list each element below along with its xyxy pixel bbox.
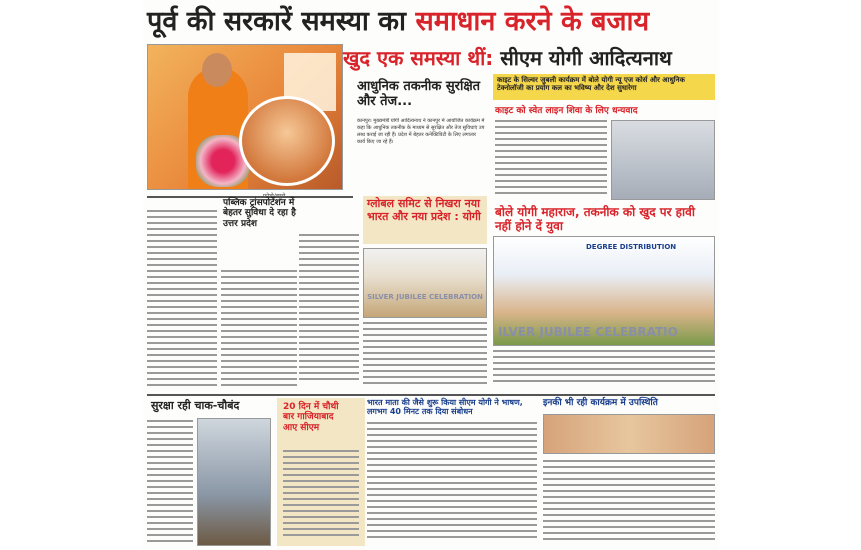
story-court-banner: काइट के सिल्वर जुबली कार्यक्रम में बोले योगी न्यू एज कोर्स और आधुनिक टेक्नोलॉजी का प्रयोग कल का भविष्य और देश सुधारेगा [497, 76, 685, 93]
story-court-title: काइट को स्वेत लाइन शिवा के लिए धन्यवाद [495, 106, 638, 116]
story-youth-title: बोले योगी महाराज, तकनीक को खुद पर हावी नहीं होने दें युवा [495, 205, 695, 233]
story-visit-title: 20 दिन में चौथी बार गाजियाबाद आए सीएम [283, 402, 339, 433]
story-tech-body: कानपुर। मुख्यमंत्री योगी आदित्यनाथ ने कानपुर में आयोजित कार्यक्रम में कहा कि आधुनिक तकनीक के माध्यम से सुरक्षित और तेज सुविधाएं उपलब्ध कराई जा रही हैं। प्रदेश में बेहतर कनेक्टिविटी के लिए लगातार कार्य किए जा रहे हैं। [357, 118, 485, 145]
inset-photo [239, 96, 335, 186]
headline-part2: समाधान करने के बजाय [415, 6, 650, 37]
story-security-title: सुरक्षा रही चाक-चौबंद [151, 399, 240, 412]
court-photo [611, 120, 715, 200]
story-event-title: इनकी भी रही कार्यक्रम में उपस्थिति [543, 398, 658, 408]
headline-part1: पूर्व की सरकारें समस्या का [147, 6, 416, 37]
security-photo [197, 418, 271, 546]
story-mata-title: भारत माता की जैसे शुरू किया सीएम योगी ने भाषण, लगभग 40 मिनट तक दिया संबोधन [367, 398, 523, 417]
story-tech-title: आधुनिक तकनीक सुरक्षित और तेज... [357, 79, 481, 109]
main-headline [147, 4, 715, 40]
degree-ceremony-photo: DEGREE DISTRIBUTION ILVER JUBILEE CELEBRATIO [493, 236, 715, 346]
story-public-title: पब्लिक ट्रांसपोर्टेशन में बेहतर सुविधा दे रहा है उत्तर प्रदेश [223, 198, 296, 229]
global-summit-photo: SILVER JUBILEE CELEBRATION [363, 248, 487, 318]
attendees-photo [543, 414, 715, 454]
sub-headline: खुद एक समस्या थीं: सीएम योगी आदित्यनाथ [343, 46, 672, 70]
newspaper-page [143, 0, 719, 550]
story-global-title: ग्लोबल समिट से निखरा नया भारत और नया प्रदेश : योगी [367, 197, 481, 223]
